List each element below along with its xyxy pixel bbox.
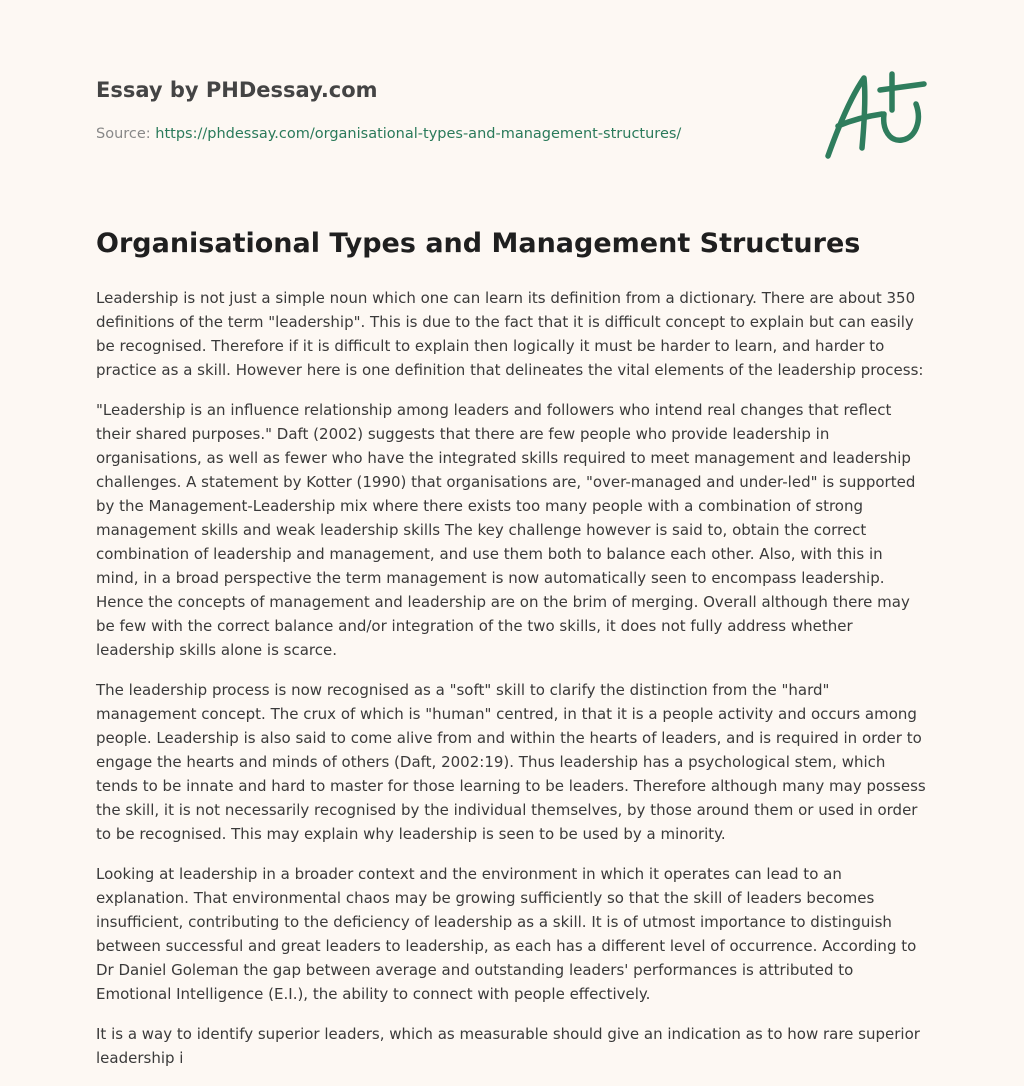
site-header	[96, 76, 796, 144]
article-body	[96, 286, 926, 1086]
a-plus-logo	[820, 68, 930, 164]
paragraph: Leadership is not just a simple noun which one can learn its definition from a dictionary. There are about 350 definitions of the term "leadership". This is due to the fact that it is difficult concept to explain but can easily be recognised. Therefore if it is difficult to explain then logically it must be harder to learn, and harder to practice as a skill. However here is one definition that delineates the vital elements of the leadership process:	[96, 289, 924, 379]
paragraph: It is a way to identify superior leaders, which as measurable should give an indication as to how rare superior leadership i	[96, 1025, 920, 1067]
paragraph: "Leadership is an influence relationship among leaders and followers who intend real changes that reflect their shared purposes." Daft (2002) suggests that there are few people who provide leadership in organisations, as well as fewer who have the integrated skills required to meet management and leadership challenges. A statement by Kotter (1990) that organisations are, "over-managed and under-led" is supported by the Management-Leadership mix where there exists too many people with a combination of strong management skills and weak leadership skills The key challenge however is said to, obtain the correct combination of leadership and management, and use them both to balance each other. Also, with this in mind, in a broad perspective the term management is now automatically seen to encompass leadership. Hence the concepts of management and leadership are on the brim of merging. Overall although there may be few with the correct balance and/or integration of the two skills, it does not fully address whether leadership skills alone is scarce.	[96, 401, 916, 659]
paragraph: Looking at leadership in a broader context and the environment in which it operates can lead to an explanation. That environmental chaos may be growing sufficiently so that the skill of leaders becomes insufficient, contributing to the deficiency of leadership as a skill. It is of utmost importance to distinguish between successful and great leaders to leadership, as each has a different level of occurrence. According to Dr Daniel Goleman the gap between average and outstanding leaders' performances is attributed to Emotional Intelligence (E.I.), the ability to connect with people effectively.	[96, 865, 917, 1003]
a-plus-logo-icon	[820, 68, 930, 164]
source-line	[96, 124, 796, 144]
article-title: Organisational Types and Management Structures	[96, 228, 861, 259]
paragraph: The leadership process is now recognised as a "soft" skill to clarify the distinction from the "hard" management concept. The crux of which is "human" centred, in that it is a people activity and occurs among people. Leadership is also said to come alive from and within the hearts of leaders, and is required in order to engage the hearts and minds of others (Daft, 2002:19). Thus leadership has a psychological stem, which tends to be innate and hard to master for those learning to be leaders. Therefore although many may possess the skill, it is not necessarily recognised by the individual themselves, by those around them or used in order to be recognised. This may explain why leadership is seen to be used by a minority.	[96, 681, 926, 843]
source-label: Source:	[96, 126, 151, 142]
site-title: Essay by PHDessay.com	[96, 78, 378, 102]
source-link[interactable]: https://phdessay.com/organisational-types-and-management-structures/	[155, 126, 682, 142]
